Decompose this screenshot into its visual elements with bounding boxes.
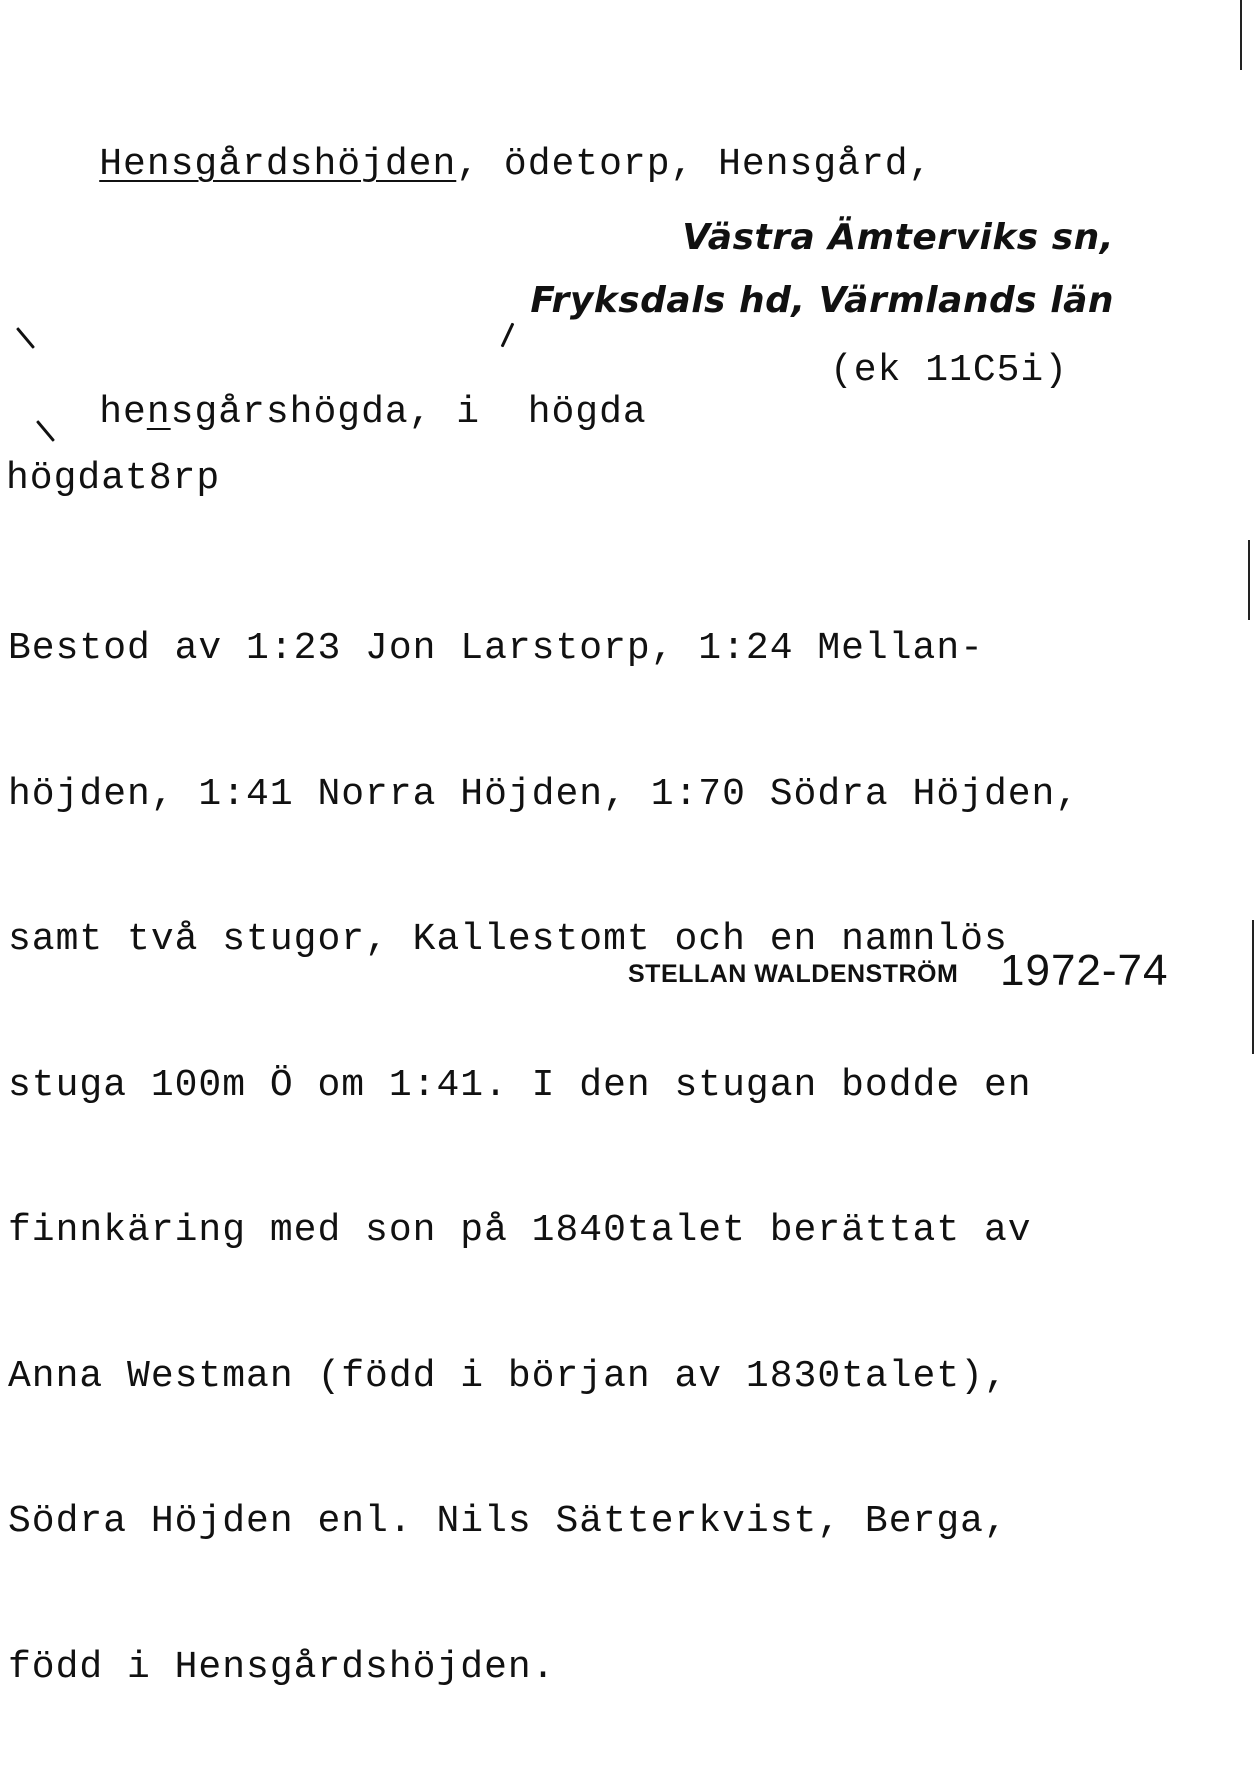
scan-edge-line xyxy=(1252,920,1254,1054)
map-reference: (ek 11C5i) xyxy=(830,349,1069,392)
district-line: Fryksdals hd, Värmlands län xyxy=(530,280,1114,321)
pronunciation-line xyxy=(4,356,647,470)
body-line: Bestod av 1:23 Jon Larstorp, 1:24 Mellan- xyxy=(8,627,984,670)
pronunciation-prefix: he xyxy=(99,391,147,434)
body-line: höjden, 1:41 Norra Höjden, 1:70 Södra Höjden, xyxy=(8,772,1080,816)
body-line: samt två stugor, Kallestomt och en namnlös xyxy=(8,918,1008,961)
body-line: Anna Westman (född i början av 1830talet), xyxy=(8,1354,1008,1398)
parish-line: Västra Ämterviks sn, xyxy=(682,217,1114,258)
pronunciation-line-2: högdat8rp xyxy=(6,457,221,500)
body-line: Södra Höjden enl. Nils Sätterkvist, Berga, xyxy=(8,1500,1008,1543)
collection-years: 1972-74 xyxy=(1000,946,1169,995)
description-body xyxy=(8,528,1079,1789)
scan-edge-line xyxy=(1240,0,1242,70)
scan-edge-line xyxy=(1248,540,1250,620)
body-line: stuga 100m Ö om 1:41. I den stugan bodde en xyxy=(8,1063,1032,1107)
stress-mark xyxy=(501,323,515,348)
headword-description: , ödetorp, Hensgård, xyxy=(456,143,933,186)
body-line: finnkäring med son på 1840talet berättat av xyxy=(8,1209,1032,1252)
pronunciation-underlined: n xyxy=(146,391,171,434)
pronunciation-rest: sgårshögda, i högda xyxy=(170,391,647,434)
headword: Hensgårdshöjden xyxy=(99,143,457,186)
headword-line xyxy=(4,108,932,222)
stress-mark xyxy=(16,327,35,349)
collector-name: STELLAN WALDENSTRÖM xyxy=(628,960,959,988)
body-line: född i Hensgårdshöjden. xyxy=(8,1645,556,1689)
